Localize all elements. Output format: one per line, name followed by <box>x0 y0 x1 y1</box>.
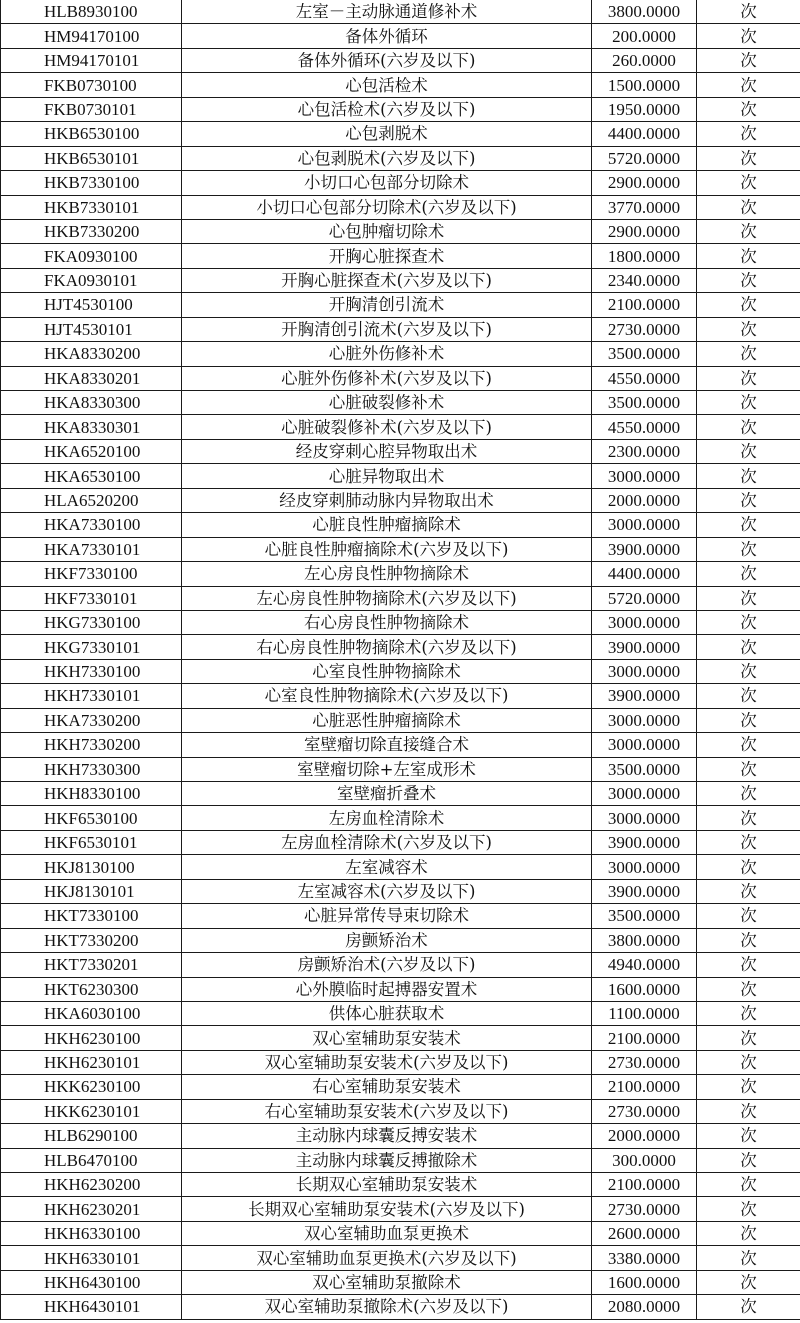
table-row <box>1 1246 800 1270</box>
item-name-cell: 左心房良性肿物摘除术 <box>182 562 592 586</box>
table-row <box>1 1099 800 1123</box>
item-name-cell: 心脏外伤修补术 <box>182 342 592 366</box>
item-name-cell: 供体心脏获取术 <box>182 1001 592 1025</box>
item-name-cell: 左室－主动脉通道修补术 <box>182 0 592 24</box>
table-row <box>1 1026 800 1050</box>
item-price-cell: 3000.0000 <box>592 782 697 806</box>
item-unit-cell: 次 <box>697 830 800 854</box>
item-code-cell: HKF6530101 <box>1 830 182 854</box>
item-name-cell: 双心室辅助血泵更换术 <box>182 1221 592 1245</box>
item-unit-cell: 次 <box>697 806 800 830</box>
table-row <box>1 122 800 146</box>
item-code-cell: HKF7330101 <box>1 586 182 610</box>
table-row <box>1 391 800 415</box>
item-name-cell: 心包活检术(六岁及以下) <box>182 97 592 121</box>
fee-table-body <box>1 0 800 1319</box>
item-code-cell: FKA0930101 <box>1 268 182 292</box>
item-unit-cell: 次 <box>697 562 800 586</box>
item-name-cell: 双心室辅助泵撤除术(六岁及以下) <box>182 1295 592 1319</box>
item-code-cell: HKA6530100 <box>1 464 182 488</box>
item-code-cell: HLB6290100 <box>1 1124 182 1148</box>
item-unit-cell: 次 <box>697 757 800 781</box>
item-price-cell: 1600.0000 <box>592 1270 697 1294</box>
table-row <box>1 1124 800 1148</box>
item-price-cell: 1600.0000 <box>592 977 697 1001</box>
table-row <box>1 1197 800 1221</box>
item-name-cell: 主动脉内球囊反搏安装术 <box>182 1124 592 1148</box>
item-price-cell: 2100.0000 <box>592 1075 697 1099</box>
item-unit-cell: 次 <box>697 317 800 341</box>
item-code-cell: HKB7330200 <box>1 219 182 243</box>
item-name-cell: 室壁瘤折叠术 <box>182 782 592 806</box>
item-price-cell: 3000.0000 <box>592 708 697 732</box>
table-row <box>1 757 800 781</box>
item-unit-cell: 次 <box>697 610 800 634</box>
item-name-cell: 双心室辅助泵撤除术 <box>182 1270 592 1294</box>
item-unit-cell: 次 <box>697 244 800 268</box>
item-code-cell: HKT7330201 <box>1 953 182 977</box>
item-code-cell: FKB0730101 <box>1 97 182 121</box>
item-price-cell: 2100.0000 <box>592 293 697 317</box>
item-unit-cell: 次 <box>697 684 800 708</box>
item-code-cell: HKJ8130100 <box>1 855 182 879</box>
table-row <box>1 635 800 659</box>
item-unit-cell: 次 <box>697 1001 800 1025</box>
item-unit-cell: 次 <box>697 293 800 317</box>
item-name-cell: 心包活检术 <box>182 73 592 97</box>
item-price-cell: 3500.0000 <box>592 391 697 415</box>
item-price-cell: 2730.0000 <box>592 1050 697 1074</box>
item-unit-cell: 次 <box>697 733 800 757</box>
item-code-cell: HKF7330100 <box>1 562 182 586</box>
item-code-cell: HKT7330200 <box>1 928 182 952</box>
item-name-cell: 心室良性肿物摘除术(六岁及以下) <box>182 684 592 708</box>
item-price-cell: 2100.0000 <box>592 1173 697 1197</box>
item-price-cell: 3900.0000 <box>592 879 697 903</box>
table-row <box>1 586 800 610</box>
item-unit-cell: 次 <box>697 928 800 952</box>
table-row <box>1 562 800 586</box>
item-code-cell: HKG7330100 <box>1 610 182 634</box>
item-unit-cell: 次 <box>697 488 800 512</box>
table-row <box>1 708 800 732</box>
table-row <box>1 1050 800 1074</box>
item-name-cell: 经皮穿刺肺动脉内异物取出术 <box>182 488 592 512</box>
item-code-cell: HKH6330100 <box>1 1221 182 1245</box>
item-unit-cell: 次 <box>697 1246 800 1270</box>
table-row <box>1 317 800 341</box>
item-code-cell: HLA6520200 <box>1 488 182 512</box>
item-name-cell: 备体外循环 <box>182 24 592 48</box>
item-price-cell: 1100.0000 <box>592 1001 697 1025</box>
item-price-cell: 2000.0000 <box>592 1124 697 1148</box>
item-code-cell: HKH7330300 <box>1 757 182 781</box>
item-unit-cell: 次 <box>697 635 800 659</box>
item-code-cell: HKT7330100 <box>1 904 182 928</box>
table-row <box>1 782 800 806</box>
table-row <box>1 513 800 537</box>
item-name-cell: 长期双心室辅助泵安装术(六岁及以下) <box>182 1197 592 1221</box>
table-row <box>1 439 800 463</box>
item-name-cell: 房颤矫治术(六岁及以下) <box>182 953 592 977</box>
table-row <box>1 684 800 708</box>
table-row <box>1 904 800 928</box>
item-code-cell: HLB6470100 <box>1 1148 182 1172</box>
item-unit-cell: 次 <box>697 24 800 48</box>
item-price-cell: 2100.0000 <box>592 1026 697 1050</box>
item-code-cell: HKH6230201 <box>1 1197 182 1221</box>
item-price-cell: 2900.0000 <box>592 219 697 243</box>
item-name-cell: 右心室辅助泵安装术 <box>182 1075 592 1099</box>
table-row <box>1 1270 800 1294</box>
item-name-cell: 左室减容术 <box>182 855 592 879</box>
item-price-cell: 4400.0000 <box>592 122 697 146</box>
item-code-cell: HKA6520100 <box>1 439 182 463</box>
table-row <box>1 610 800 634</box>
item-price-cell: 5720.0000 <box>592 586 697 610</box>
item-unit-cell: 次 <box>697 1295 800 1319</box>
item-code-cell: HKH6430100 <box>1 1270 182 1294</box>
table-row <box>1 342 800 366</box>
item-name-cell: 长期双心室辅助泵安装术 <box>182 1173 592 1197</box>
item-name-cell: 双心室辅助泵安装术 <box>182 1026 592 1050</box>
item-price-cell: 2300.0000 <box>592 439 697 463</box>
item-name-cell: 右心房良性肿物摘除术 <box>182 610 592 634</box>
item-price-cell: 200.0000 <box>592 24 697 48</box>
item-code-cell: HKA8330201 <box>1 366 182 390</box>
item-name-cell: 心室良性肿物摘除术 <box>182 659 592 683</box>
item-code-cell: HKK6230100 <box>1 1075 182 1099</box>
item-price-cell: 2340.0000 <box>592 268 697 292</box>
item-name-cell: 心包剥脱术(六岁及以下) <box>182 146 592 170</box>
item-unit-cell: 次 <box>697 977 800 1001</box>
table-row <box>1 953 800 977</box>
item-price-cell: 2080.0000 <box>592 1295 697 1319</box>
item-price-cell: 3900.0000 <box>592 830 697 854</box>
item-price-cell: 4550.0000 <box>592 415 697 439</box>
item-code-cell: HM94170101 <box>1 48 182 72</box>
item-code-cell: HLB8930100 <box>1 0 182 24</box>
table-row <box>1 48 800 72</box>
item-name-cell: 双心室辅助泵安装术(六岁及以下) <box>182 1050 592 1074</box>
table-row <box>1 977 800 1001</box>
item-unit-cell: 次 <box>697 513 800 537</box>
item-unit-cell: 次 <box>697 904 800 928</box>
table-row <box>1 488 800 512</box>
table-row <box>1 293 800 317</box>
item-code-cell: HKA6030100 <box>1 1001 182 1025</box>
item-price-cell: 2900.0000 <box>592 171 697 195</box>
item-name-cell: 开胸清创引流术(六岁及以下) <box>182 317 592 341</box>
item-name-cell: 心脏破裂修补术 <box>182 391 592 415</box>
item-price-cell: 3000.0000 <box>592 733 697 757</box>
item-unit-cell: 次 <box>697 366 800 390</box>
table-row <box>1 0 800 24</box>
item-price-cell: 3000.0000 <box>592 610 697 634</box>
item-price-cell: 3900.0000 <box>592 537 697 561</box>
item-price-cell: 3800.0000 <box>592 928 697 952</box>
item-price-cell: 1950.0000 <box>592 97 697 121</box>
item-name-cell: 心外膜临时起搏器安置术 <box>182 977 592 1001</box>
item-unit-cell: 次 <box>697 268 800 292</box>
item-code-cell: HKA8330300 <box>1 391 182 415</box>
item-code-cell: HKH6330101 <box>1 1246 182 1270</box>
item-name-cell: 房颤矫治术 <box>182 928 592 952</box>
item-price-cell: 260.0000 <box>592 48 697 72</box>
item-code-cell: HKH6230101 <box>1 1050 182 1074</box>
item-code-cell: HJT4530100 <box>1 293 182 317</box>
item-name-cell: 室壁瘤切除直接缝合术 <box>182 733 592 757</box>
item-name-cell: 双心室辅助血泵更换术(六岁及以下) <box>182 1246 592 1270</box>
item-name-cell: 左心房良性肿物摘除术(六岁及以下) <box>182 586 592 610</box>
item-name-cell: 主动脉内球囊反搏撤除术 <box>182 1148 592 1172</box>
item-unit-cell: 次 <box>697 0 800 24</box>
item-price-cell: 2000.0000 <box>592 488 697 512</box>
item-price-cell: 4940.0000 <box>592 953 697 977</box>
item-name-cell: 心脏外伤修补术(六岁及以下) <box>182 366 592 390</box>
table-row <box>1 73 800 97</box>
table-row <box>1 1001 800 1025</box>
item-code-cell: FKA0930100 <box>1 244 182 268</box>
item-name-cell: 心脏异常传导束切除术 <box>182 904 592 928</box>
table-row <box>1 1295 800 1319</box>
item-unit-cell: 次 <box>697 48 800 72</box>
item-name-cell: 左房血栓清除术(六岁及以下) <box>182 830 592 854</box>
item-unit-cell: 次 <box>697 97 800 121</box>
item-code-cell: HKK6230101 <box>1 1099 182 1123</box>
item-code-cell: HKA7330100 <box>1 513 182 537</box>
item-unit-cell: 次 <box>697 464 800 488</box>
item-name-cell: 心包剥脱术 <box>182 122 592 146</box>
item-unit-cell: 次 <box>697 195 800 219</box>
item-name-cell: 右心房良性肿物摘除术(六岁及以下) <box>182 635 592 659</box>
item-unit-cell: 次 <box>697 122 800 146</box>
table-row <box>1 659 800 683</box>
table-row <box>1 366 800 390</box>
item-unit-cell: 次 <box>697 1050 800 1074</box>
item-unit-cell: 次 <box>697 415 800 439</box>
item-unit-cell: 次 <box>697 953 800 977</box>
item-code-cell: HKT6230300 <box>1 977 182 1001</box>
table-row <box>1 146 800 170</box>
item-unit-cell: 次 <box>697 782 800 806</box>
item-unit-cell: 次 <box>697 879 800 903</box>
table-row <box>1 1075 800 1099</box>
item-price-cell: 2730.0000 <box>592 1197 697 1221</box>
item-price-cell: 3000.0000 <box>592 659 697 683</box>
item-unit-cell: 次 <box>697 1173 800 1197</box>
item-price-cell: 3000.0000 <box>592 513 697 537</box>
table-row <box>1 928 800 952</box>
table-row <box>1 195 800 219</box>
item-code-cell: HKA8330301 <box>1 415 182 439</box>
item-code-cell: HKH7330200 <box>1 733 182 757</box>
item-unit-cell: 次 <box>697 219 800 243</box>
item-unit-cell: 次 <box>697 391 800 415</box>
item-price-cell: 4400.0000 <box>592 562 697 586</box>
table-row <box>1 464 800 488</box>
item-price-cell: 2730.0000 <box>592 1099 697 1123</box>
item-code-cell: HKH6230200 <box>1 1173 182 1197</box>
table-row <box>1 268 800 292</box>
item-price-cell: 3000.0000 <box>592 806 697 830</box>
table-row <box>1 733 800 757</box>
item-name-cell: 心脏异物取出术 <box>182 464 592 488</box>
item-unit-cell: 次 <box>697 1148 800 1172</box>
item-price-cell: 300.0000 <box>592 1148 697 1172</box>
item-name-cell: 心脏破裂修补术(六岁及以下) <box>182 415 592 439</box>
item-unit-cell: 次 <box>697 1026 800 1050</box>
table-row <box>1 97 800 121</box>
item-name-cell: 备体外循环(六岁及以下) <box>182 48 592 72</box>
item-unit-cell: 次 <box>697 1221 800 1245</box>
item-unit-cell: 次 <box>697 73 800 97</box>
item-price-cell: 2600.0000 <box>592 1221 697 1245</box>
item-unit-cell: 次 <box>697 171 800 195</box>
item-name-cell: 心包肿瘤切除术 <box>182 219 592 243</box>
table-row <box>1 1221 800 1245</box>
table-row <box>1 244 800 268</box>
item-code-cell: HKH8330100 <box>1 782 182 806</box>
item-name-cell: 开胸心脏探查术 <box>182 244 592 268</box>
item-price-cell: 1500.0000 <box>592 73 697 97</box>
item-price-cell: 1800.0000 <box>592 244 697 268</box>
item-name-cell: 心脏恶性肿瘤摘除术 <box>182 708 592 732</box>
item-code-cell: HKJ8130101 <box>1 879 182 903</box>
item-code-cell: HKA8330200 <box>1 342 182 366</box>
item-unit-cell: 次 <box>697 1075 800 1099</box>
item-name-cell: 心脏良性肿瘤摘除术 <box>182 513 592 537</box>
item-name-cell: 左室减容术(六岁及以下) <box>182 879 592 903</box>
item-code-cell: HKA7330200 <box>1 708 182 732</box>
table-row <box>1 1148 800 1172</box>
item-name-cell: 开胸清创引流术 <box>182 293 592 317</box>
table-row <box>1 24 800 48</box>
item-code-cell: HJT4530101 <box>1 317 182 341</box>
table-row <box>1 171 800 195</box>
item-code-cell: HKH6430101 <box>1 1295 182 1319</box>
item-code-cell: HKB7330101 <box>1 195 182 219</box>
item-code-cell: HKB6530100 <box>1 122 182 146</box>
item-name-cell: 右心室辅助泵安装术(六岁及以下) <box>182 1099 592 1123</box>
item-name-cell: 心脏良性肿瘤摘除术(六岁及以下) <box>182 537 592 561</box>
item-code-cell: HKB7330100 <box>1 171 182 195</box>
item-price-cell: 3900.0000 <box>592 684 697 708</box>
table-row <box>1 855 800 879</box>
item-name-cell: 左房血栓清除术 <box>182 806 592 830</box>
item-price-cell: 3000.0000 <box>592 464 697 488</box>
item-code-cell: HKB6530101 <box>1 146 182 170</box>
item-unit-cell: 次 <box>697 342 800 366</box>
item-unit-cell: 次 <box>697 659 800 683</box>
item-unit-cell: 次 <box>697 439 800 463</box>
item-unit-cell: 次 <box>697 537 800 561</box>
item-unit-cell: 次 <box>697 1270 800 1294</box>
table-row <box>1 879 800 903</box>
item-name-cell: 小切口心包部分切除术(六岁及以下) <box>182 195 592 219</box>
item-code-cell: HM94170100 <box>1 24 182 48</box>
item-price-cell: 3380.0000 <box>592 1246 697 1270</box>
item-code-cell: HKF6530100 <box>1 806 182 830</box>
item-price-cell: 3500.0000 <box>592 342 697 366</box>
item-price-cell: 4550.0000 <box>592 366 697 390</box>
item-price-cell: 3500.0000 <box>592 757 697 781</box>
item-unit-cell: 次 <box>697 1124 800 1148</box>
item-unit-cell: 次 <box>697 1099 800 1123</box>
item-price-cell: 3770.0000 <box>592 195 697 219</box>
item-price-cell: 3000.0000 <box>592 855 697 879</box>
table-row <box>1 537 800 561</box>
item-unit-cell: 次 <box>697 146 800 170</box>
table-row <box>1 806 800 830</box>
item-code-cell: HKG7330101 <box>1 635 182 659</box>
item-code-cell: HKH6230100 <box>1 1026 182 1050</box>
item-price-cell: 3500.0000 <box>592 904 697 928</box>
item-price-cell: 3900.0000 <box>592 635 697 659</box>
item-unit-cell: 次 <box>697 586 800 610</box>
item-price-cell: 3800.0000 <box>592 0 697 24</box>
item-name-cell: 室壁瘤切除+左室成形术 <box>182 757 592 781</box>
table-row <box>1 1173 800 1197</box>
item-unit-cell: 次 <box>697 1197 800 1221</box>
item-code-cell: HKH7330101 <box>1 684 182 708</box>
item-unit-cell: 次 <box>697 708 800 732</box>
item-name-cell: 开胸心脏探查术(六岁及以下) <box>182 268 592 292</box>
item-code-cell: HKA7330101 <box>1 537 182 561</box>
item-name-cell: 经皮穿刺心腔异物取出术 <box>182 439 592 463</box>
item-code-cell: FKB0730100 <box>1 73 182 97</box>
item-code-cell: HKH7330100 <box>1 659 182 683</box>
item-unit-cell: 次 <box>697 855 800 879</box>
table-row <box>1 219 800 243</box>
item-price-cell: 2730.0000 <box>592 317 697 341</box>
item-name-cell: 小切口心包部分切除术 <box>182 171 592 195</box>
table-row <box>1 415 800 439</box>
item-price-cell: 5720.0000 <box>592 146 697 170</box>
table-row <box>1 830 800 854</box>
